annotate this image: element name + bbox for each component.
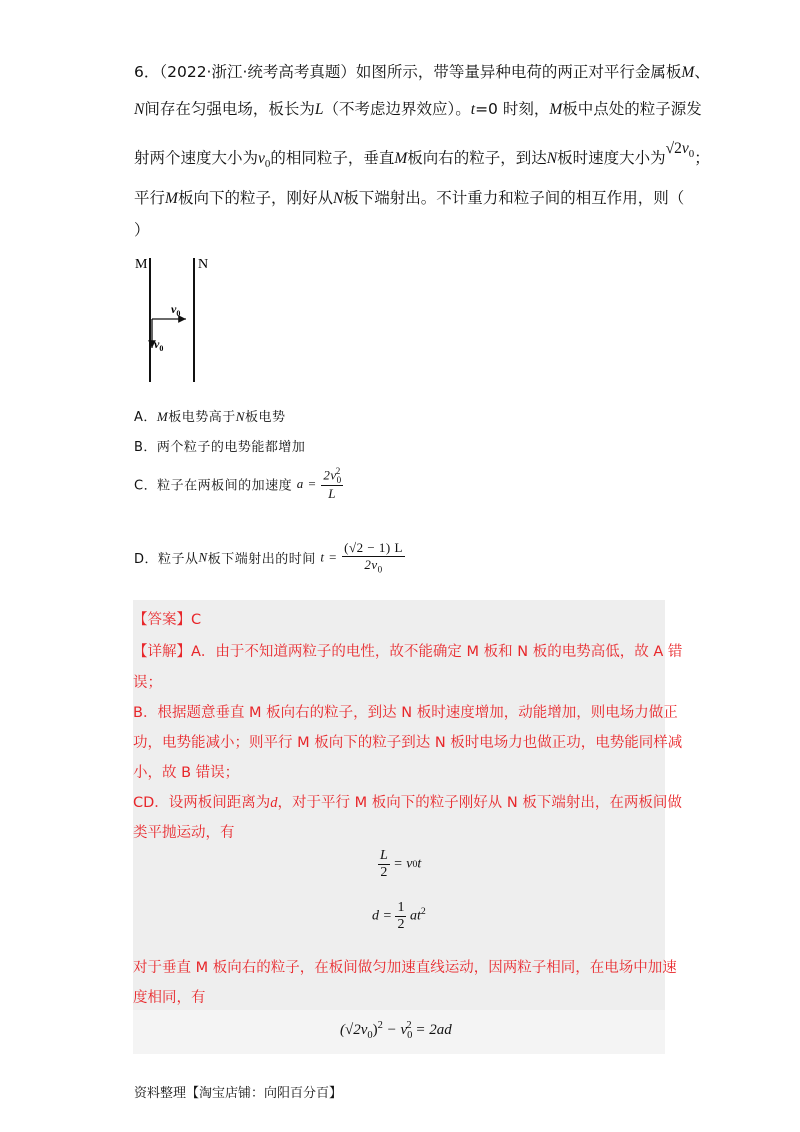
eq2-lhs: d =: [372, 908, 392, 924]
detail-text: CD．设两板间距离为: [133, 795, 271, 811]
subscript: 0: [407, 1030, 413, 1041]
label-n: N: [198, 257, 209, 272]
superscript: 2: [335, 466, 341, 476]
question-text: 6．（2022·浙江·统考高考真题）如图所示，带等量异种电荷的两正对平行金属板: [134, 63, 682, 81]
detail-cd-line1: [133, 791, 682, 812]
option-text: C．粒子在两板间的加速度: [134, 478, 293, 494]
option-text: B．两个粒子的电势能都增加: [134, 440, 306, 455]
subscript: 0: [377, 564, 383, 575]
equation-2: [372, 900, 426, 933]
fraction-denominator: 2: [397, 917, 405, 932]
sqrt2-v0-expr: [665, 139, 695, 161]
var-d: d: [270, 795, 278, 811]
var-n: N: [198, 549, 208, 565]
eq3-part: ): [372, 1022, 378, 1038]
option-d[interactable]: [134, 540, 405, 575]
question-text: 射两个速度大小为: [134, 149, 259, 167]
eq2-fraction: [395, 900, 406, 933]
fraction-numerator: 1: [397, 900, 405, 915]
var-n: N: [235, 409, 245, 424]
subscript: 0: [336, 474, 342, 485]
detail-b-line3: 小，故 B 错误；: [133, 765, 240, 781]
eq2-rhs: at: [409, 908, 421, 924]
eq1-rhs: = v: [393, 856, 413, 872]
detail-cd-line2: 类平抛运动，有: [133, 825, 235, 841]
eq1-fraction: [378, 848, 390, 881]
formula-lhs: a =: [296, 475, 317, 491]
question-line-5: [134, 218, 150, 240]
option-b[interactable]: [134, 436, 305, 455]
eq3-part: − v: [382, 1022, 408, 1038]
detail-a-line1: 【详解】A．由于不知道两粒子的电性，故不能确定 M 板和 N 板的电势高低，故 A 错: [133, 644, 683, 660]
label-m: M: [135, 257, 148, 272]
question-text: 板下端射出。不计重力和粒子间的相互作用，则（: [343, 189, 685, 207]
subscript: 0: [367, 1030, 373, 1041]
question-text: ）: [134, 221, 150, 239]
detail-accel-line1: 对于垂直 M 板向右的粒子，在板间做匀加速直线运动，因两粒子相同，在电场中加速: [133, 960, 677, 976]
fraction-denominator: L: [328, 485, 336, 501]
var-m: M: [681, 64, 695, 81]
detail-text: ，对于平行 M 板向下的粒子刚好从 N 板下端射出，在两板间做: [277, 795, 682, 811]
option-text: 板电势: [244, 410, 286, 425]
option-label: A．: [134, 410, 157, 425]
superscript: 2: [420, 906, 426, 918]
var-t: t: [470, 101, 476, 118]
option-label: D．粒子从: [134, 551, 199, 567]
option-text: 板下端射出的时间: [207, 551, 316, 567]
eq3-part: (√2v: [340, 1022, 368, 1038]
question-text: 板向右的粒子，到达: [407, 149, 547, 167]
question-line-3: [134, 140, 710, 171]
question-text: 、: [694, 63, 710, 81]
formula-fraction: [321, 466, 342, 502]
var-t: t: [417, 856, 422, 872]
var-m: M: [394, 150, 408, 167]
question-text: 板中点处的粒子源发: [562, 100, 702, 118]
superscript: 2: [377, 1020, 383, 1031]
question-text: 板向下的粒子，刚好从: [177, 189, 333, 207]
equation-3: [340, 1020, 452, 1041]
formula-lhs: t =: [320, 549, 338, 565]
option-a[interactable]: [134, 406, 285, 425]
sqrt-symbol: √2: [665, 140, 682, 157]
superscript: 2: [406, 1020, 412, 1031]
fraction-numerator: [321, 466, 342, 486]
option-c[interactable]: [134, 466, 343, 502]
var-n: N: [332, 190, 344, 207]
var-n: N: [546, 150, 558, 167]
num-text: 2v: [323, 467, 337, 483]
question-line-2: [134, 97, 702, 119]
label-v-right: $v_0$: [171, 302, 181, 318]
equation-1: [378, 848, 421, 881]
question-text: ；: [694, 149, 710, 167]
question-text: 板时速度大小为: [557, 149, 666, 167]
option-text: 板电势高于: [168, 410, 236, 425]
var-l: L: [314, 101, 324, 118]
subscript: 0: [264, 158, 271, 171]
fraction-numerator: (√2 − 1) L: [344, 540, 403, 555]
var-v: v: [258, 150, 265, 167]
den-text: 2v: [364, 557, 378, 572]
question-text: 平行: [134, 189, 166, 207]
plates-figure: [130, 252, 230, 387]
formula-fraction: [342, 540, 405, 575]
detail-b-line2: 功，电势能减小；则平行 M 板向下的粒子到达 N 板时电场力也做正功，电势能同样减: [133, 735, 683, 751]
detail-accel-line2: 度相同，有: [133, 990, 206, 1006]
fraction-denominator: [342, 557, 405, 575]
subscript: 0: [688, 148, 695, 161]
detail-a-line2: 误；: [133, 675, 162, 691]
subscript: 0: [412, 859, 418, 870]
fraction-numerator: L: [380, 848, 388, 863]
question-text: （不考虑边界效应）。: [323, 100, 471, 118]
question-text: 间存在匀强电场，板长为: [144, 100, 315, 118]
question-text: =0 时刻，: [475, 100, 550, 118]
var-m: M: [156, 409, 169, 424]
question-text: 的相同粒子，垂直: [270, 149, 395, 167]
question-line-1: [134, 60, 710, 82]
footer-source: 资料整理【淘宝店铺：向阳百分百】: [134, 1086, 343, 1101]
var-m: M: [165, 190, 178, 207]
answer-label: 【答案】C: [133, 612, 202, 628]
var-n: N: [134, 101, 145, 118]
var-m: M: [549, 101, 563, 118]
question-line-4: [134, 186, 684, 208]
detail-b-line1: B．根据题意垂直 M 板向右的粒子，到达 N 板时速度增加，动能增加，则电场力做正: [133, 705, 678, 721]
label-v-down: $v_0$: [154, 337, 164, 353]
eq3-part: = 2ad: [411, 1022, 452, 1038]
var-v: v: [681, 140, 689, 157]
fraction-denominator: 2: [380, 865, 388, 880]
